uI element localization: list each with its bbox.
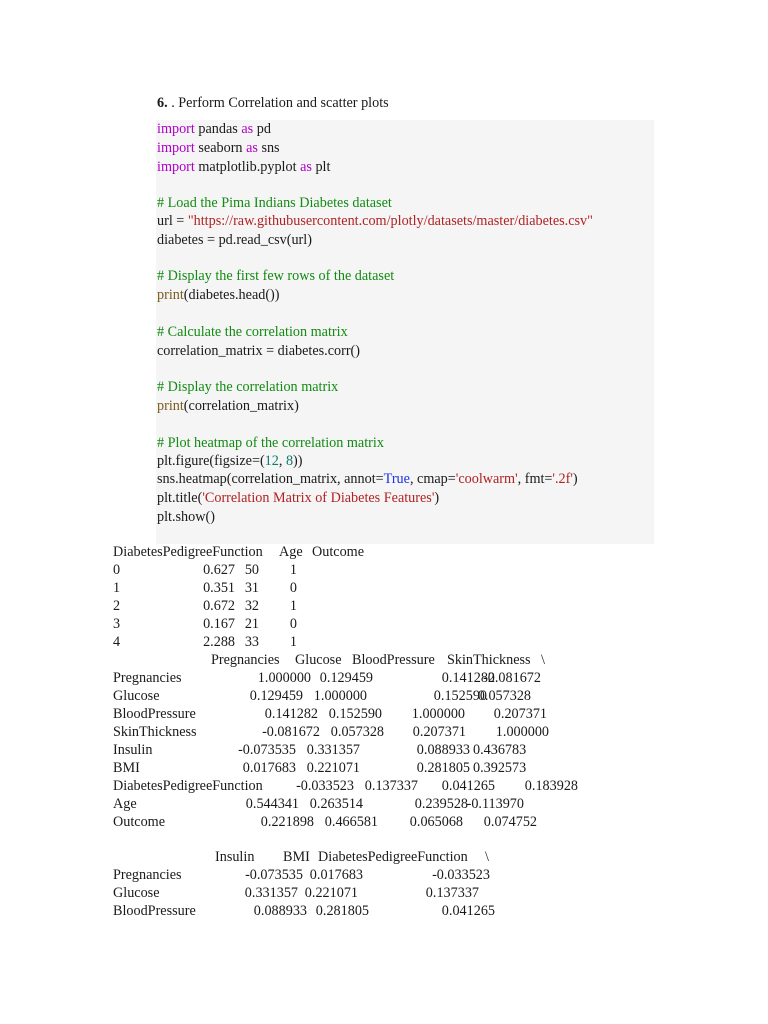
table-row: 1 0.351 31 0 xyxy=(113,580,297,596)
code-line-url: url = "https://raw.githubusercontent.com/plotly/datasets/master/diabetes.csv" xyxy=(157,213,593,229)
header-cell: Outcome xyxy=(312,544,365,560)
header-cell: \ xyxy=(541,652,545,668)
table-row: 3 0.167 21 0 xyxy=(113,616,297,632)
table-row: 2 0.672 32 1 xyxy=(113,598,297,614)
code-comment-heatmap: # Plot heatmap of the correlation matrix xyxy=(157,435,384,451)
header-cell: Insulin xyxy=(215,849,255,865)
table-row: Outcome 0.221898 0.466581 0.065068 0.074752 xyxy=(113,814,537,830)
code-line-figure: plt.figure(figsize=(12, 8)) xyxy=(157,453,303,469)
code-line-title: plt.title('Correlation Matrix of Diabetes Features') xyxy=(157,490,440,506)
code-line-show: plt.show() xyxy=(157,509,215,525)
table-row: Glucose 0.331357 0.221071 0.137337 xyxy=(113,885,479,901)
code-comment-load: # Load the Pima Indians Diabetes dataset xyxy=(157,195,392,211)
table-row: 4 2.288 33 1 xyxy=(113,634,297,650)
code-comment-head: # Display the first few rows of the dataset xyxy=(157,268,395,284)
code-line-corr: correlation_matrix = diabetes.corr() xyxy=(157,343,360,359)
table-row: 0 0.627 50 1 xyxy=(113,562,297,578)
code-line-import-pandas: import pandas as pd xyxy=(157,121,271,137)
table-row: Pregnancies -0.073535 0.017683 -0.033523 xyxy=(113,867,490,883)
header-cell: \ xyxy=(485,849,489,865)
section-title: . Perform Correlation and scatter plots xyxy=(167,95,389,111)
code-block xyxy=(156,120,654,544)
header-cell: Age xyxy=(279,544,303,560)
table-row: BMI 0.017683 0.221071 0.281805 0.392573 xyxy=(113,760,527,776)
table-row: BloodPressure 0.088933 0.281805 0.041265 xyxy=(113,903,495,919)
table-row: Insulin -0.073535 0.331357 0.088933 0.436783 xyxy=(113,742,527,758)
code-line-import-seaborn: import seaborn as sns xyxy=(157,140,280,156)
corr-table-2-header xyxy=(113,848,673,866)
header-cell: Glucose xyxy=(295,652,342,668)
header-cell: DiabetesPedigreeFunction xyxy=(113,544,263,560)
section-number: 6. xyxy=(157,95,168,111)
table-row: SkinThickness -0.081672 0.057328 0.207371 1.000000 xyxy=(113,724,549,740)
header-cell: SkinThickness xyxy=(447,652,531,668)
table-row: Glucose 0.129459 1.000000 0.152590 0.057328 xyxy=(113,688,531,704)
table-row: Pregnancies 1.000000 0.129459 0.141282 -0.081672 xyxy=(113,670,541,686)
code-comment-display: # Display the correlation matrix xyxy=(157,379,339,395)
code-line-import-matplotlib: import matplotlib.pyplot as plt xyxy=(157,159,331,175)
code-comment-corr: # Calculate the correlation matrix xyxy=(157,324,348,340)
table-row: DiabetesPedigreeFunction -0.033523 0.137337 0.041265 0.183928 xyxy=(113,778,578,794)
section-heading xyxy=(157,94,389,112)
header-cell: Pregnancies xyxy=(211,652,280,668)
head-table-header xyxy=(113,543,673,561)
header-cell: DiabetesPedigreeFunction xyxy=(318,849,468,865)
code-line-heatmap: sns.heatmap(correlation_matrix, annot=True, cmap='coolwarm', fmt='.2f') xyxy=(157,471,578,487)
code-line-read-csv: diabetes = pd.read_csv(url) xyxy=(157,232,312,248)
code-line-print-head: print(diabetes.head()) xyxy=(157,287,280,303)
table-row: BloodPressure 0.141282 0.152590 1.000000 0.207371 xyxy=(113,706,547,722)
table-row: Age 0.544341 0.263514 0.239528 -0.113970 xyxy=(113,796,524,812)
header-cell: BMI xyxy=(283,849,310,865)
code-line-print-corr: print(correlation_matrix) xyxy=(157,398,299,414)
header-cell: BloodPressure xyxy=(352,652,435,668)
corr-table-1-header xyxy=(113,651,673,669)
